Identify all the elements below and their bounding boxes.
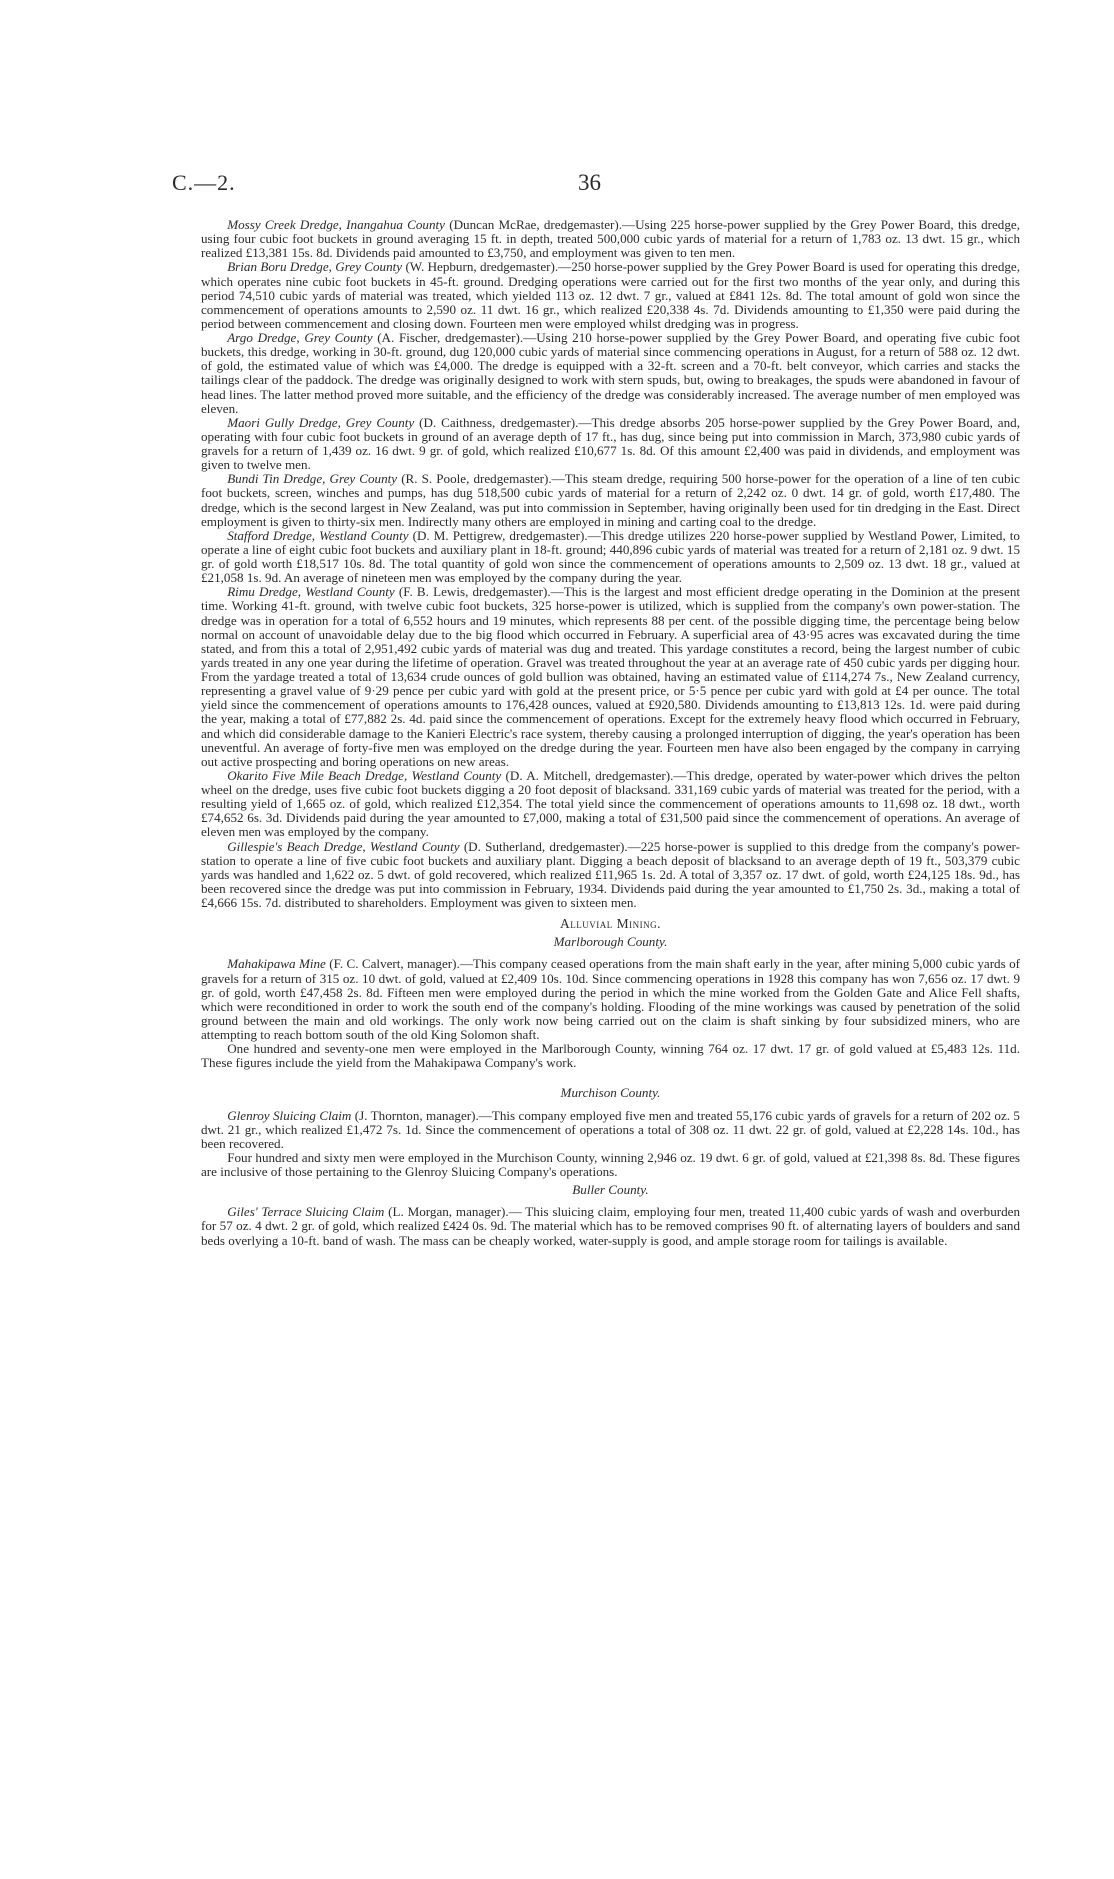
paragraph-bundi-tin — [201, 472, 1020, 529]
paragraph-text: (D. A. Mitchell, dredgemaster).—This dredge, operated by water-power which drives the pelton wheel on the dredge, uses five cubic foot buckets digging a 20 foot deposit of blacksand. 331,169 cubic yards of material was treated for the period, with a resulting yield of 1,665 oz. of gold, which realized £12,354. The total yield since the commencement of operations amounts to 11,698 oz. 18 dwt., worth £74,652 6s. 3d. Dividends paid during the year amounted to £7,000, making a total of £31,500 paid since the commencement of operations. An average of eleven men was employed by the company. — [201, 767, 1021, 840]
paragraph-glenroy — [201, 1109, 1020, 1151]
dredge-name: Mossy Creek Dredge, Inangahua County — [227, 217, 445, 232]
county-heading-marlborough: Marlborough County. — [553, 934, 668, 950]
document-reference: C.—2. — [172, 170, 236, 195]
paragraph-stafford — [201, 529, 1020, 586]
dredge-name: Bundi Tin Dredge, Grey County — [227, 471, 398, 487]
paragraph-brian-boru — [201, 260, 1020, 331]
paragraph-okarito — [201, 769, 1020, 840]
paragraph-mossy-creek — [201, 218, 1020, 260]
paragraph-text: (J. Thornton, manager).—This company employed five men and treated 55,176 cubic yards of gravels for a return of 202 oz. 5 dwt. 21 gr., which realized £1,472 7s. 1d. Since the commencement of operations a total of 308 oz. 11 dwt. 22 gr. of gold, valued at £2,228 14s. 10d., has been recovered. — [201, 1107, 1020, 1151]
dredge-name: Argo Dredge, Grey County — [227, 330, 373, 345]
dredge-name: Maori Gully Dredge, Grey County — [227, 414, 415, 430]
county-heading-murchison: Murchison County. — [560, 1085, 661, 1101]
paragraph-gillespies — [201, 840, 1020, 911]
paragraph-text: (D. Caithness, dredgemaster).—This dredge absorbs 205 horse-power supplied by the Grey Power Board, and, operating with four cubic foot buckets in ground of an average depth of 17 ft., has dug, since being put into commission in March, 373,980 cubic yards of gravels for a return of 1,439 oz. 16 dwt. 9 gr. of gold, which realized £10,677 1s. 8d. Of this amount £2,400 was paid in dividends, and employment was given to twelve men. — [201, 414, 1020, 473]
page-header — [172, 170, 1012, 200]
paragraph-text: (D. M. Pettigrew, dredgemaster).—This dredge utilizes 220 horse-power supplied by Westland Power, Limited, to operate a line of eight cubic foot buckets and auxiliary plant in 18-ft. ground; 440,896 cubic yards of material was treated for a return of 2,181 oz. 9 dwt. 15 gr. of gold worth £18,517 10s. 8d. The total quantity of gold won since the commencement of operations amounts to 2,509 oz. 13 dwt. 18 gr., valued at £21,058 1s. 9d. An average of nineteen men was employed by the company during the year. — [201, 527, 1020, 586]
paragraph-text: (L. Morgan, manager).— This sluicing claim, employing four men, treated 11,400 cubic yards of wash and overburden for 57 oz. 4 dwt. 2 gr. of gold, which realized £424 0s. 9d. The material which has to be removed comprises 90 ft. of alternating layers of boulders and sand beds overlying a 10-ft. band of wash. The mass can be cheaply worked, water-supply is good, and ample storage room for tailings is available. — [201, 1204, 1021, 1248]
dredge-name: Stafford Dredge, Westland County — [227, 527, 409, 543]
spacer — [201, 1070, 1020, 1082]
paragraph-maori-gully — [201, 416, 1020, 473]
paragraph-giles-terrace — [201, 1205, 1020, 1247]
dredge-name: Okarito Five Mile Beach Dredge, Westland County — [227, 767, 502, 783]
paragraph-text: (D. Sutherland, dredgemaster).—225 horse-power is supplied to this dredge from the company's power-station to operate a line of five cubic foot buckets and auxiliary plant. Digging a beach deposit of blacksand to an average depth of 19 ft., 503,379 cubic yards was handled and 1,622 oz. 5 dwt. of gold recovered, which realized £11,965 1s. 2d. A total of 3,357 oz. 17 dwt. of gold, worth £24,125 18s. 9d., has been recovered since the dredge was put into commission in February, 1934. Dividends paid during the year amounted to £1,750 2s. 3d., making a total of £4,666 15s. 7d. distributed to shareholders. Employment was given to sixteen men. — [201, 838, 1020, 910]
paragraph-text: (R. S. Poole, dredgemaster).—This steam dredge, requiring 500 horse-power for the operation of a line of ten cubic foot buckets, screen, winches and pumps, has dug 518,500 cubic yards of material for a return of 2,242 oz. 0 dwt. 14 gr. of gold, worth £17,480. The dredge, which is the second largest in New Zealand, was put into commission in September, having originally been used for tin dredging in the East. Direct employment is given to thirty-six men. Indirectly many others are employed in mining and carting coal to the dredge. — [201, 471, 1020, 529]
document-body — [201, 218, 1020, 1248]
paragraph-marlborough-summary: One hundred and seventy-one men were employed in the Marlborough County, winning 764 oz. 17 dwt. 17 gr. of gold valued at £5,483 12s. 11d. These figures include the yield from the Mahakipawa Company's work. — [201, 1041, 1020, 1071]
paragraph-text: (A. Fischer, dredgemaster).—Using 210 horse-power supplied by the Grey Power Board, and operating five cubic foot buckets, this dredge, working in 30-ft. ground, dug 120,000 cubic yards of material since commencing operations in August, for a return of 588 oz. 12 dwt. of gold, the estimated value of which was £4,000. The dredge is equipped with a 32-ft. screen and a 70-ft. belt conveyor, which carries and stacks the tailings clear of the paddock. The dredge was originally designed to work with stern spuds, but, owing to breakages, the spuds were abandoned in favour of head lines. The latter method proved more suitable, and the efficiency of the dredge was considerably increased. The average number of men employed was eleven. — [201, 330, 1020, 416]
dredge-name: Brian Boru Dredge, Grey County — [227, 259, 403, 275]
claim-name: Giles' Terrace Sluicing Claim — [227, 1204, 385, 1220]
paragraph-text: (F. C. Calvert, manager).—This company ceased operations from the main shaft early in the year, after mining 5,000 cubic yards of gravels for a return of 315 oz. 10 dwt. of gold, valued at £2,409 10s. 10d. Since commencing operations in 1928 this company has won 7,656 oz. 17 dwt. 9 gr. of gold, worth £47,458 2s. 8d. Fifteen men were employed during the period in which the mine worked from the Golden Gate and Alice Fell shafts, which were reconditioned in order to work the south end of the company's holding. Flooding of the mine workings was caused by penetration of the solid ground between the main and old workings. The only work now being carried out on the claim is shaft sinking by four subsidized miners, who are attempting to reach bottom south of the old King Solomon shaft. — [201, 956, 1020, 1042]
paragraph-rimu — [201, 585, 1020, 769]
paragraph-text: (W. Hepburn, dredgemaster).—250 horse-power supplied by the Grey Power Board is used for operating this dredge, which operates nine cubic foot buckets in 45-ft. ground. Dredging operations were carried out for the first two months of the year only, and during this period 74,510 cubic yards of material was treated, which yielded 113 oz. 12 dwt. 7 gr., valued at £841 12s. 8d. The total amount of gold won since the commencement of operations amounts to 2,590 oz. 11 dwt. 16 gr., which realized £20,338 4s. 7d. Dividends amounting to £1,350 were paid during the period between commencement and closing down. Fourteen men were employed whilst dredging was in progress. — [201, 259, 1020, 331]
page-number: 36 — [578, 170, 601, 195]
paragraph-mahakipawa — [201, 957, 1020, 1042]
mine-name: Mahakipawa Mine — [227, 956, 326, 972]
paragraph-text: (F. B. Lewis, dredgemaster).—This is the largest and most efficient dredge operating in the Dominion at the present time. Working 41-ft. ground, with twelve cubic foot buckets, 325 horse-power is utilized, which is supplied from the company's own power-station. The dredge was in operation for a total of 6,552 hours and 19 minutes, which represents 88 per cent. of the possible digging time, the percentage being below normal on account of unavoidable delay due to the big flood which occurred in February. A superficial area of 43·95 acres was excavated during the time stated, and from this a total of 2,951,492 cubic yards of material was dug and treated. This yardage constitutes a record, being the largest number of cubic yards treated in any one year during the lifetime of operation. Gravel was treated throughout the year at an average rate of 450 cubic yards per digging hour. From the yardage treated a total of 13,634 crude ounces of gold bullion was obtained, having an estimated value of £114,274 7s., New Zealand currency, representing a gravel value of 9·29 pence per cubic yard with gold at the present price, or 5·5 pence per cubic yard with gold at £4 per ounce. The total yield since the commencement of operations amounts to 176,428 ounces, valued at £920,580. Dividends amounting to £13,813 12s. 1d. were paid during the year, making a total of £77,882 2s. 4d. paid since the commencement of operations. Except for the extremely heavy flood which occurred in February, and which did considerable damage to the Kanieri Electric's race system, thereby causing a prolonged interruption of digging, the year's operation has been uneventful. An average of forty-five men was employed on the dredge during the year. Fourteen men have also been engaged by the company in carrying out active prospecting and boring operations on new areas. — [201, 584, 1021, 769]
county-heading-buller: Buller County. — [572, 1182, 649, 1198]
paragraph-argo — [201, 331, 1020, 416]
dredge-name: Gillespie's Beach Dredge, Westland County — [227, 838, 460, 854]
dredge-name: Rimu Dredge, Westland County — [227, 584, 395, 600]
section-heading-alluvial-mining: Alluvial Mining. — [560, 916, 661, 932]
claim-name: Glenroy Sluicing Claim — [227, 1107, 352, 1123]
paragraph-murchison-summary: Four hundred and sixty men were employed in the Murchison County, winning 2,946 oz. 19 dwt. 6 gr. of gold, valued at £21,398 8s. 8d. These figures are inclusive of those pertaining to the Glenroy Sluicing Company's operations. — [201, 1149, 1020, 1179]
paragraph-text: (Duncan McRae, dredgemaster).—Using 225 horse-power supplied by the Grey Power Board, this dredge, using four cubic foot buckets in ground averaging 15 ft. in depth, treated 500,000 cubic yards of material for a return of 1,783 oz. 13 dwt. 15 gr., which realized £13,381 15s. 8d. Dividends paid amounted to £3,750, and employment was given to ten men. — [201, 217, 1020, 261]
